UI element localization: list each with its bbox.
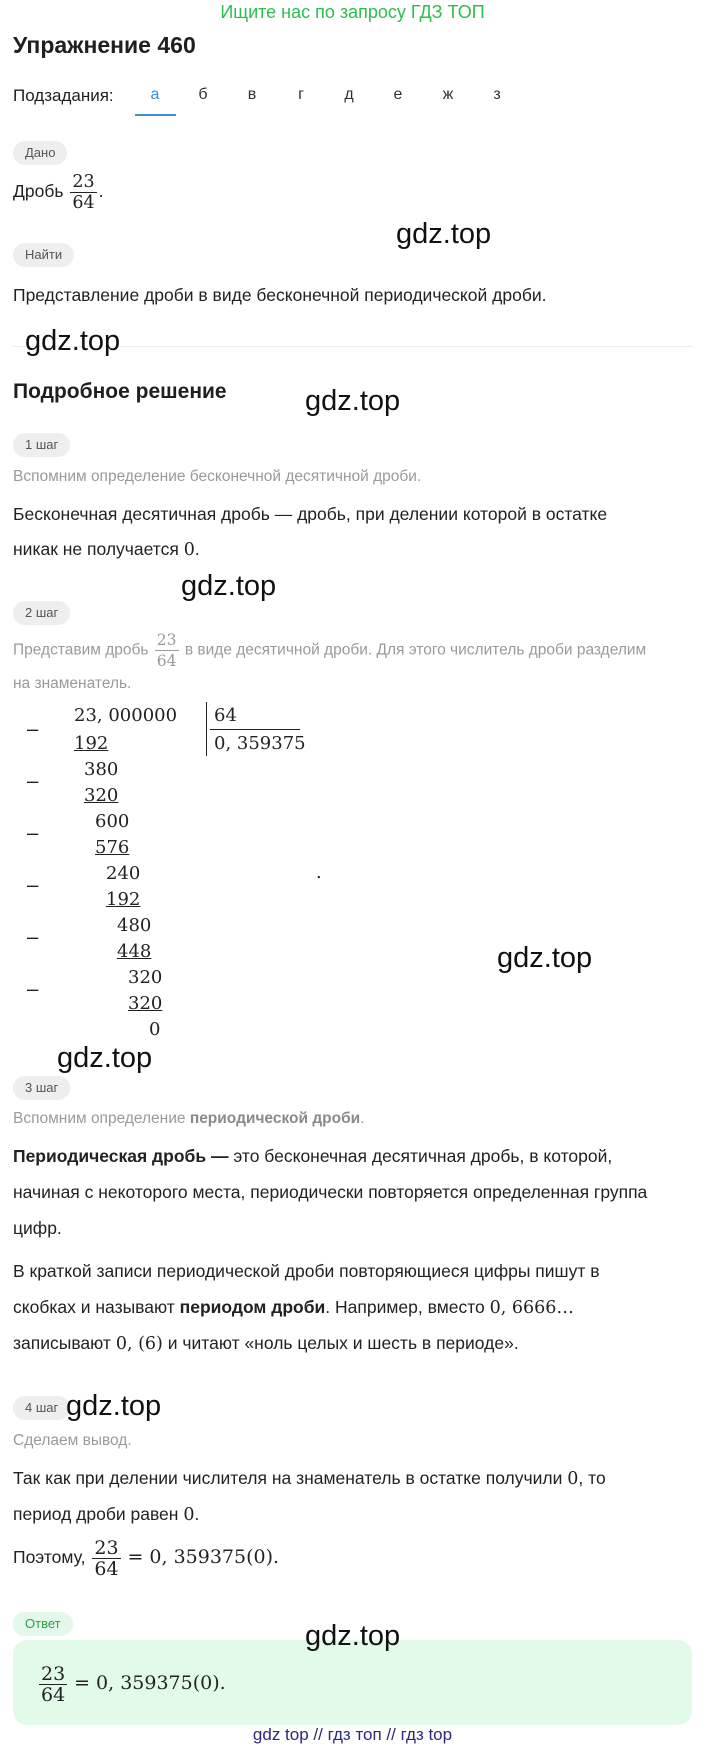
step4-pill: 4 шаг (13, 1396, 70, 1420)
minus-sign: − (25, 980, 41, 1001)
step1-pill: 1 шаг (13, 433, 70, 457)
step2-hint: Представим дробь $\frac{23}{64}$ в виде десятичной дроби. Для этого числитель дроби разделим (13, 631, 647, 670)
minus-sign: − (25, 928, 41, 949)
quotient-line (210, 729, 300, 730)
division-row: 320 (128, 993, 163, 1014)
footer-links[interactable]: gdz top // гдз топ // гдз top (252, 1725, 453, 1744)
step3-p1-line3: цифр. (13, 1218, 62, 1238)
minus-sign: − (25, 772, 41, 793)
step1-line1: Бесконечная десятичная дробь — дробь, при делении которой в остатке (13, 504, 608, 524)
division-row: 240 (106, 863, 141, 884)
minus-sign: − (25, 876, 41, 897)
step4-result: Поэтому, $\frac{23}{64}$ = 0, 359375(0). (13, 1537, 280, 1580)
step3-hint: Вспомним определение периодической дроби. (13, 1110, 365, 1127)
division-row: 380 (84, 759, 119, 780)
step2-fraction: $\frac{23}{64}$ (156, 631, 177, 670)
step4-line1: Так как при делении числителя на знаменатель в остатке получили 0, то (13, 1468, 606, 1489)
tab-z[interactable]: з (493, 86, 501, 103)
dividend: 23, 000000 (74, 705, 178, 726)
tab-a[interactable]: а (150, 86, 160, 103)
division-row: 0 (149, 1019, 161, 1040)
step4-fraction: $\frac{23}{64}$ (94, 1537, 119, 1580)
division-row: 480 (117, 915, 152, 936)
given-pill: Дано (13, 141, 67, 165)
active-tab-indicator (135, 114, 176, 116)
answer-formula: $\frac{23}{64}$ = 0, 359375(0). (41, 1663, 226, 1706)
division-row: 320 (128, 967, 163, 988)
watermark: gdz.top (181, 570, 277, 602)
step3-p1-line2: начиная с некоторого места, периодически повторяется определенная группа (13, 1182, 648, 1202)
solution-title: Подробное решение (13, 380, 227, 403)
answer-fraction: $\frac{23}{64}$ (41, 1663, 66, 1706)
tab-g[interactable]: г (298, 86, 304, 103)
step3-p2-line1: В краткой записи периодической дроби повторяющиеся цифры пишут в (13, 1261, 600, 1281)
divisor: 64 (214, 705, 237, 726)
step3-p2-line2: скобках и называют периодом дроби. Например, вместо 0, 6666… (13, 1297, 574, 1318)
division-row: 192 (74, 733, 109, 754)
watermark: gdz.top (305, 385, 401, 417)
division-dot: . (316, 862, 322, 883)
step4-hint: Сделаем вывод. (13, 1432, 132, 1449)
tab-v[interactable]: в (247, 86, 257, 103)
tab-d[interactable]: д (344, 86, 354, 103)
minus-sign: − (25, 720, 41, 741)
division-row: 192 (106, 889, 141, 910)
watermark: gdz.top (66, 1390, 162, 1422)
division-bar (206, 702, 207, 756)
watermark: gdz.top (305, 1620, 401, 1652)
step1-hint: Вспомним определение бесконечной десятичной дроби. (13, 468, 422, 485)
step2-pill: 2 шаг (13, 601, 70, 625)
given-fraction: $\frac{23}{64}$ (72, 172, 95, 213)
step1-line2: никак не получается 0. (13, 539, 200, 560)
step4-line2: период дроби равен 0. (13, 1504, 200, 1525)
page-title: Упражнение 460 (13, 32, 196, 58)
subtasks-label: Подзадания: (13, 86, 114, 105)
step3-p2-line3: записывают 0, (6) и читают «ноль целых и шесть в периоде». (13, 1333, 519, 1354)
watermark: gdz.top (396, 218, 492, 250)
tab-e[interactable]: е (393, 86, 403, 103)
division-row: 448 (117, 941, 152, 962)
watermark: gdz.top (25, 325, 121, 357)
division-row: 320 (84, 785, 119, 806)
minus-sign: − (25, 824, 41, 845)
step2-hint-cont: на знаменатель. (13, 675, 132, 692)
division-row: 600 (95, 811, 130, 832)
watermark: gdz.top (57, 1042, 153, 1074)
answer-pill: Ответ (13, 1612, 73, 1636)
division-row: 576 (95, 837, 130, 858)
quotient: 0, 359375 (214, 733, 306, 754)
search-banner[interactable]: Ищите нас по запросу ГДЗ ТОП (220, 2, 485, 22)
given-text: Дробь $\frac{23}{64}$ . (13, 172, 104, 213)
find-pill: Найти (13, 243, 74, 267)
step3-p1-line1: Периодическая дробь — это бесконечная десятичная дробь, в которой, (13, 1146, 613, 1166)
watermark: gdz.top (497, 942, 593, 974)
tab-b[interactable]: б (198, 86, 208, 103)
find-text: Представление дроби в виде бесконечной периодической дроби. (13, 285, 547, 305)
step3-pill: 3 шаг (13, 1076, 70, 1100)
tab-zh[interactable]: ж (442, 86, 454, 103)
